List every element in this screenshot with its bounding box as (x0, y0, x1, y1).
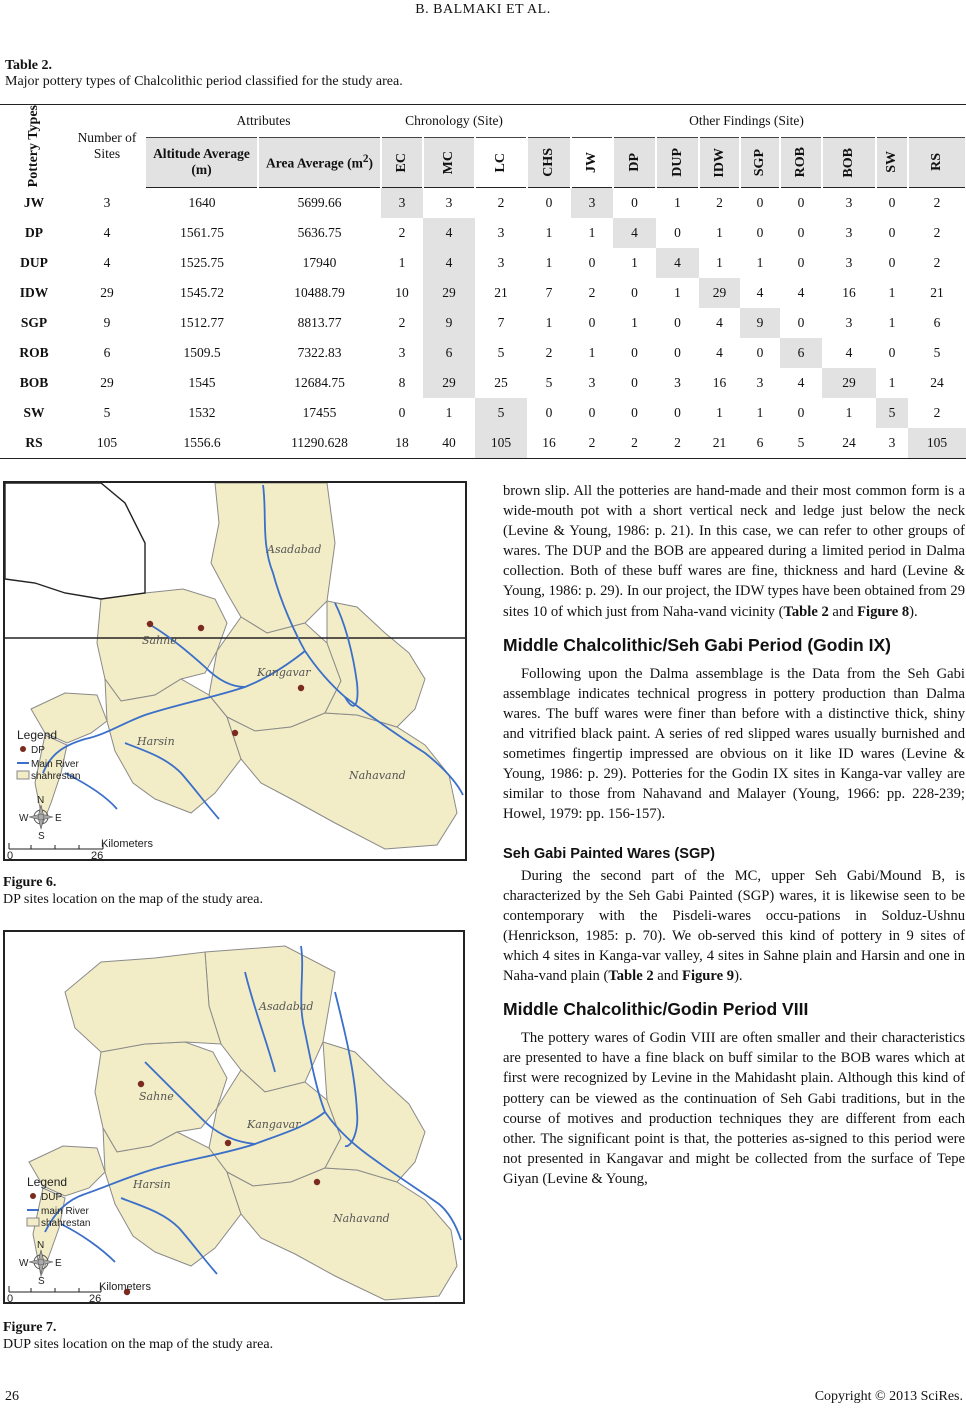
header-code-dup: DUP (656, 137, 699, 187)
cell-rob: 5 (780, 428, 822, 459)
row-type: DUP (20, 254, 48, 270)
body-text-column (503, 481, 965, 1189)
row-area: 17940 (302, 254, 337, 270)
cell-chs: 2 (545, 344, 553, 360)
table-row (0, 368, 966, 398)
svg-text:26: 26 (91, 850, 104, 859)
cell-sgp: 3 (756, 374, 764, 390)
cell-ec: 3 (398, 344, 406, 360)
row-altitude: 1561.75 (180, 224, 224, 240)
header-code-mc: MC (423, 137, 475, 187)
cell-rob: 0 (797, 404, 805, 420)
cell-bob: 1 (845, 404, 853, 420)
cell-rs: 2 (933, 404, 941, 420)
row-area: 17455 (302, 404, 337, 420)
row-sites: 3 (103, 194, 111, 210)
svg-text:E: E (55, 813, 62, 824)
table-row (0, 398, 966, 428)
cell-sgp: 0 (756, 224, 764, 240)
compass-rose (19, 1240, 62, 1287)
svg-text:Main River: Main River (31, 759, 79, 770)
cell-rs: 21 (930, 284, 944, 300)
cell-lc: 21 (494, 284, 508, 300)
table-row (0, 338, 966, 368)
row-type: SGP (20, 314, 48, 330)
cell-ec: 2 (398, 314, 406, 330)
row-area: 5699.66 (297, 194, 342, 210)
cell-lc: 7 (497, 314, 505, 330)
cell-ec: 0 (398, 404, 406, 420)
place-label: Sahne (142, 634, 177, 647)
figure6-caption: DP sites location on the map of the study area. (3, 892, 263, 907)
cell-jw: 3 (588, 374, 596, 390)
cell-dup: 3 (674, 374, 681, 390)
table-row (0, 308, 966, 338)
place-label: Nahavand (333, 1212, 390, 1225)
cell-rs: 24 (930, 374, 944, 390)
figure7-map (3, 930, 465, 1304)
header-code-sw: SW (876, 137, 908, 187)
row-sites: 9 (103, 314, 111, 330)
cell-jw: 3 (571, 187, 613, 218)
cell-mc: 9 (423, 308, 475, 338)
row-sites: 29 (100, 284, 114, 300)
cell-bob: 3 (845, 254, 853, 270)
place-label: Nahavand (349, 769, 406, 782)
cell-rs: 5 (933, 344, 941, 360)
cell-sgp: 0 (756, 194, 764, 210)
table-row (0, 248, 966, 278)
row-sites: 4 (103, 254, 111, 270)
cell-jw: 0 (588, 254, 596, 270)
paragraph: During the second part of the MC, upper Seh Gabi/Mound B, is characterized by the Seh Gabi Painted (SGP) wares, it is likewise seen to be contemporary with the Pisdeli-wares occu-pations in Solduz-Ushnu (Henrickson, 1985: p. 70). We ob-served this kind of pottery in 9 sites of which 4 sites in Kanga-var valley, 4 sites in Sahne plain and Harsin and one in Naha-vand plain (Table 2 and Figure 9). (503, 867, 965, 985)
running-head: B. BALMAKI ET AL. (415, 2, 551, 17)
table-row (0, 278, 966, 308)
place-label: Kangavar (247, 1118, 301, 1131)
cell-sw: 0 (888, 344, 896, 360)
cell-chs: 1 (545, 224, 553, 240)
place-label: Asadabad (259, 1000, 314, 1013)
table-row (0, 187, 966, 218)
cell-dp: 0 (631, 404, 638, 420)
header-altitude: Altitude Average (m) (146, 137, 258, 187)
header-pottery-types: Pottery Types (0, 105, 68, 188)
cell-sgp: 1 (756, 254, 764, 270)
svg-text:DP: DP (31, 745, 45, 756)
row-type: ROB (19, 344, 49, 360)
cell-ec: 1 (398, 254, 406, 270)
table-row (0, 218, 966, 248)
table-row (0, 428, 966, 459)
row-altitude: 1556.6 (146, 428, 258, 459)
district-polygons (29, 946, 457, 1300)
cell-bob: 3 (845, 314, 853, 330)
header-attributes: Attributes (146, 105, 381, 138)
cell-jw: 1 (588, 344, 596, 360)
cell-rs: 2 (933, 224, 941, 240)
copyright: Copyright © 2013 SciRes. (814, 1389, 963, 1404)
svg-text:W: W (19, 813, 29, 824)
cell-sw: 0 (888, 254, 896, 270)
svg-text:shahrestan: shahrestan (31, 771, 81, 782)
cell-mc: 1 (445, 404, 453, 420)
svg-text:Legend: Legend (27, 1175, 68, 1189)
paragraph: The pottery wares of Godin VIII are often smaller and their characteristics are presented to have a fine black on buff similar to the BOB wares which at first were recognized by Levine in the Mahidasht plain. Although this kind of pottery can be viewed as the continuation of Seh Gabi traditions, but in the course of motives and production techniques they are different from each other. The significant point is that, the potteries as-signed to this period were not presented in Kangavar and might be collected from the surface of Tepe Giyan (Levine & Young, (503, 1030, 965, 1187)
row-altitude: 1525.75 (180, 254, 224, 270)
cell-sw: 0 (888, 194, 896, 210)
row-area: 12684.75 (294, 374, 345, 390)
cell-chs: 1 (545, 254, 553, 270)
svg-text:S: S (38, 1276, 45, 1287)
cell-idw: 1 (716, 224, 723, 240)
cell-rob: 0 (797, 314, 805, 330)
cell-dp: 1 (631, 254, 638, 270)
cell-chs: 0 (545, 194, 553, 210)
cell-chs: 5 (545, 374, 553, 390)
cell-sgp: 0 (756, 344, 764, 360)
cell-lc: 5 (475, 398, 527, 428)
cell-rob: 0 (797, 254, 805, 270)
figure7-map-svg (5, 932, 463, 1302)
page-number: 26 (5, 1389, 19, 1404)
cell-sw: 5 (876, 398, 908, 428)
cell-bob: 24 (822, 428, 876, 459)
header-area: Area Average $(m^2)$ (258, 137, 381, 187)
row-altitude: 1545 (188, 374, 216, 390)
row-area: 7322.83 (297, 344, 342, 360)
svg-text:0: 0 (7, 1293, 14, 1302)
cell-rs: 6 (933, 314, 941, 330)
svg-text:26: 26 (89, 1293, 102, 1302)
cell-lc: 105 (475, 428, 527, 459)
cell-dp: 0 (631, 374, 638, 390)
row-area: 11290.628 (258, 428, 381, 459)
cell-mc: 29 (423, 368, 475, 398)
cell-idw: 1 (716, 254, 723, 270)
svg-text:Legend: Legend (17, 728, 58, 742)
cell-dp: 0 (631, 284, 638, 300)
row-sites: 29 (100, 374, 114, 390)
row-area: 8813.77 (297, 314, 342, 330)
cell-rob: 4 (797, 374, 805, 390)
svg-text:main River: main River (41, 1206, 89, 1217)
cell-sw: 1 (888, 284, 896, 300)
cell-mc: 6 (423, 338, 475, 368)
row-altitude: 1512.77 (180, 314, 224, 330)
place-label: Harsin (137, 735, 175, 748)
cell-rs: 105 (908, 428, 966, 459)
cell-lc: 25 (494, 374, 508, 390)
section-heading: Middle Chalcolithic/Godin Period VIII (503, 999, 809, 1020)
place-label: Asadabad (267, 543, 322, 556)
cell-jw: 2 (571, 428, 613, 459)
cell-idw: 16 (712, 374, 727, 390)
cell-bob: 16 (842, 284, 856, 300)
cell-chs: 16 (527, 428, 571, 459)
district-polygons (5, 483, 457, 849)
cell-bob: 4 (845, 344, 853, 360)
row-type: SW (23, 404, 45, 420)
figure7-title: Figure 7. (3, 1320, 57, 1335)
row-type: JW (23, 194, 45, 210)
row-area: 5636.75 (297, 224, 342, 240)
cell-dup: 0 (674, 224, 681, 240)
cell-jw: 2 (588, 284, 596, 300)
svg-text:DUP: DUP (41, 1192, 63, 1203)
svg-text:shahrestan: shahrestan (41, 1218, 91, 1229)
header-code-bob: BOB (822, 137, 876, 187)
cell-dup: 0 (674, 344, 681, 360)
row-altitude: 1509.5 (183, 344, 221, 360)
svg-text:N: N (37, 795, 45, 806)
row-sites: 5 (103, 404, 111, 420)
cell-mc: 4 (423, 248, 475, 278)
header-code-chs: CHS (527, 137, 571, 187)
cell-mc: 4 (423, 218, 475, 248)
row-type: IDW (19, 284, 49, 300)
header-code-sgp: SGP (740, 137, 780, 187)
cell-rob: 0 (797, 224, 805, 240)
cell-sw: 0 (888, 224, 896, 240)
cell-dup: 4 (656, 248, 699, 278)
row-altitude: 1532 (188, 404, 216, 420)
scale-bar (7, 1281, 151, 1302)
place-label: Harsin (133, 1178, 171, 1191)
header-code-ec: EC (381, 137, 423, 187)
svg-text:N: N (37, 1240, 45, 1251)
cell-ec: 2 (398, 224, 406, 240)
header-other-findings: Other Findings (Site) (527, 105, 966, 138)
place-label: Sahne (139, 1090, 174, 1103)
cell-dup: 0 (674, 314, 681, 330)
cell-idw: 2 (716, 194, 723, 210)
cell-idw: 4 (716, 344, 723, 360)
cell-rs: 2 (933, 194, 941, 210)
header-code-rs: RS (908, 137, 966, 187)
cell-chs: 1 (545, 314, 553, 330)
cell-dup: 1 (674, 194, 681, 210)
figure6-map (3, 481, 467, 861)
subsection-heading: Seh Gabi Painted Wares (SGP) (503, 845, 715, 862)
row-area: 10488.79 (294, 284, 345, 300)
section-heading: Middle Chalcolithic/Seh Gabi Period (Godin IX) (503, 634, 891, 655)
paragraph: Following upon the Dalma assemblage is the Data from the Seh Gabi assemblage indicates technical progress in pottery production than Dalma wares. The buff wares were finer than before with a distinctive thick, shiny and vitrified black paint. A series of red slipped wares usually burnished and sometimes fingertip impressed are obvious on it like ID wares (Levine & Young, 1986: p. 29). Potteries for the Godin IX sites in Kanga-var valley are similar to those from Nahavand and Malayer (Young, 1966: pp. 228-239; Howel, 1979: pp. 156-157). (503, 665, 965, 823)
cell-lc: 3 (497, 254, 505, 270)
header-code-lc: LC (475, 137, 527, 187)
figure6-title: Figure 6. (3, 875, 57, 890)
cell-mc: 40 (423, 428, 475, 459)
cell-ec: 18 (381, 428, 423, 459)
cell-mc: 29 (423, 278, 475, 308)
cell-sgp: 4 (756, 284, 764, 300)
cell-idw: 4 (716, 314, 723, 330)
row-altitude: 1640 (188, 194, 216, 210)
cell-lc: 3 (497, 224, 505, 240)
cell-dp: 2 (613, 428, 656, 459)
table-caption: Major pottery types of Chalcolithic period classified for the study area. (5, 74, 403, 89)
cell-dup: 2 (656, 428, 699, 459)
cell-chs: 7 (545, 284, 553, 300)
cell-ec: 3 (381, 187, 423, 218)
cell-ec: 10 (395, 284, 409, 300)
row-sites: 105 (68, 428, 146, 459)
cell-bob: 3 (845, 224, 853, 240)
cell-rob: 6 (780, 338, 822, 368)
pottery-table (0, 104, 966, 459)
cell-dp: 4 (613, 218, 656, 248)
svg-text:E: E (55, 1258, 62, 1269)
cell-dp: 0 (631, 344, 638, 360)
cell-jw: 1 (588, 224, 596, 240)
header-code-dp: DP (613, 137, 656, 187)
cell-dp: 1 (631, 314, 638, 330)
row-altitude: 1545.72 (180, 284, 224, 300)
cell-dup: 0 (674, 404, 681, 420)
cell-ec: 8 (398, 374, 406, 390)
svg-text:W: W (19, 1258, 29, 1269)
paragraph: brown slip. All the potteries are hand-made and their most common form is a wide-mouth pot with a short vertical neck and ledge just below the neck (Levine & Young, 1986: p. 21). In this case, we can refer to other groups of wares. The DUP and the BOB are appeared during a limited period in Dalma collection. Both of these buff wares are fine, thickness and hard (Levine & Young, 1986: p. 29). In our project, the IDW types have been obtained from 29 sites 10 of which just from Naha-vand vicinity (Table 2 and Figure 8). (503, 483, 965, 620)
cell-bob: 3 (845, 194, 853, 210)
cell-lc: 5 (497, 344, 505, 360)
cell-chs: 0 (545, 404, 553, 420)
cell-dp: 0 (631, 194, 638, 210)
cell-dup: 1 (674, 284, 681, 300)
cell-idw: 21 (699, 428, 740, 459)
cell-rob: 0 (797, 194, 805, 210)
cell-rs: 2 (933, 254, 941, 270)
cell-jw: 0 (588, 404, 596, 420)
cell-sgp: 6 (740, 428, 780, 459)
cell-idw: 29 (699, 278, 740, 308)
header-chronology: Chronology (Site) (381, 105, 527, 138)
cell-sw: 1 (888, 374, 896, 390)
cell-lc: 2 (497, 194, 505, 210)
row-type: BOB (19, 374, 49, 390)
svg-text:Kilometers: Kilometers (99, 1281, 151, 1293)
header-code-rob: ROB (780, 137, 822, 187)
row-sites: 6 (103, 344, 111, 360)
cell-bob: 29 (822, 368, 876, 398)
cell-mc: 3 (445, 194, 453, 210)
row-type: DP (25, 224, 43, 240)
cell-rob: 4 (797, 284, 805, 300)
cell-sw: 3 (876, 428, 908, 459)
svg-text:0: 0 (7, 850, 14, 859)
table-title: Table 2. (5, 58, 52, 73)
place-label: Kangavar (257, 666, 311, 679)
cell-sw: 1 (888, 314, 896, 330)
svg-text:S: S (38, 831, 45, 842)
row-sites: 4 (103, 224, 111, 240)
figure6-map-svg (5, 483, 465, 859)
cell-sgp: 1 (756, 404, 764, 420)
row-type: RS (0, 428, 68, 459)
header-code-jw: JW (571, 137, 613, 187)
figure7-caption: DUP sites location on the map of the study area. (3, 1337, 274, 1352)
svg-text:Kilometers: Kilometers (101, 838, 153, 850)
compass-rose (19, 795, 62, 842)
scale-bar (7, 838, 153, 859)
header-number-of-sites: Number of Sites (68, 105, 146, 188)
cell-idw: 1 (716, 404, 723, 420)
header-code-idw: IDW (699, 137, 740, 187)
cell-sgp: 9 (740, 308, 780, 338)
cell-jw: 0 (588, 314, 596, 330)
